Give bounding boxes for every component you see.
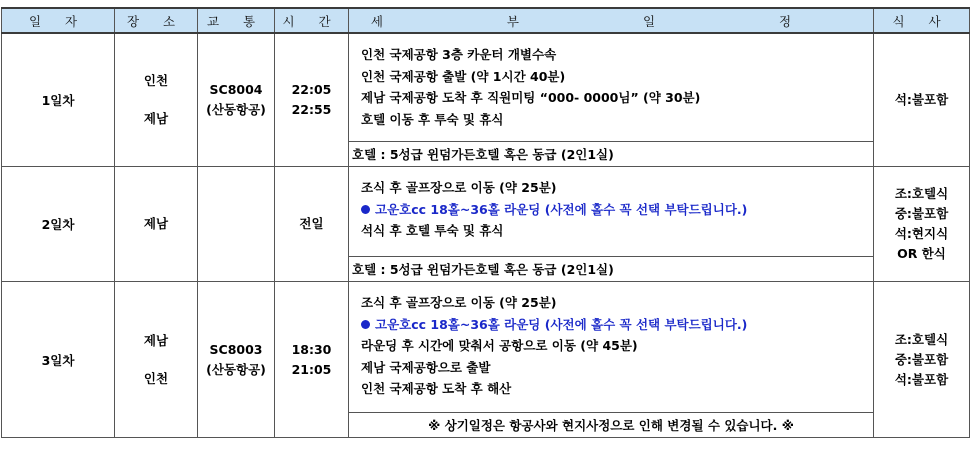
day1-meals	[874, 33, 970, 167]
day2-detail-3: 석식 후 호텔 투숙 및 휴식	[361, 223, 504, 238]
day3-meal-breakfast: 조:호텔식	[894, 331, 949, 347]
header-row	[2, 8, 970, 33]
header-details: 세 부 일 정	[349, 8, 874, 33]
day2-detail-2-text: 고운호cc 18홀~36홀 라운딩 (사전에 홀수 꼭 선택 부탁드립니다.)	[375, 201, 748, 217]
header-day: 일 자	[2, 8, 115, 33]
day3-label: 3일차	[2, 282, 115, 438]
day1-times	[275, 33, 349, 167]
day3-detail-1: 조식 후 골프장으로 이동 (약 25분)	[361, 295, 557, 310]
bullet-dot-icon	[361, 205, 370, 214]
day3-airline: (산동항공)	[206, 361, 266, 377]
day2-meals	[874, 167, 970, 282]
day1-meal-dinner: 석:불포함	[894, 92, 949, 107]
day1-flight: SC8004	[209, 82, 263, 97]
day3-place-from: 제남	[143, 332, 169, 348]
day1-places	[115, 33, 198, 167]
day1-row	[2, 33, 970, 142]
day2-hotel: 호텔 : 5성급 윈덤가든호텔 혹은 동급 (2인1실)	[349, 257, 874, 282]
day1-place-from: 인천	[143, 73, 169, 88]
header-meals: 식 사	[874, 8, 970, 33]
schedule-notice: ※ 상기일정은 항공사와 현지사정으로 인해 변경될 수 있습니다. ※	[349, 413, 874, 438]
day1-detail-2: 인천 국제공항 출발 (약 1시간 40분)	[361, 68, 566, 84]
day3-places	[115, 282, 198, 438]
day2-detail-1: 조식 후 골프장으로 이동 (약 25분)	[361, 180, 557, 195]
day2-row	[2, 167, 970, 257]
day1-depart-time: 22:05	[291, 82, 332, 97]
day1-detail-3: 제남 국제공항 도착 후 직원미팅 “000- 0000님” (약 30분)	[361, 90, 701, 105]
itinerary-table	[1, 7, 970, 438]
day2-meal-breakfast: 조:호텔식	[894, 186, 949, 201]
bullet-dot-icon	[361, 320, 370, 329]
day3-row	[2, 282, 970, 413]
day3-depart-time: 18:30	[291, 341, 332, 357]
day3-arrive-time: 21:05	[291, 361, 332, 377]
day3-meals	[874, 282, 970, 438]
day2-meal-dinner: 석:현지식	[894, 226, 949, 241]
day2-meal-lunch: 중:불포함	[894, 206, 949, 221]
day1-hotel: 호텔 : 5성급 윈덤가든호텔 혹은 동급 (2인1실)	[349, 142, 874, 167]
day3-detail-2	[361, 314, 873, 336]
day3-times	[275, 282, 349, 438]
header-transport: 교 통	[198, 8, 275, 33]
header-time: 시 간	[275, 8, 349, 33]
day3-details	[349, 282, 874, 413]
day2-time: 전일	[299, 216, 324, 231]
day2-transport	[198, 167, 275, 282]
day1-detail-4: 호텔 이동 후 투숙 및 휴식	[361, 111, 504, 127]
day1-airline: (산동항공)	[206, 102, 266, 117]
day1-label: 1일차	[2, 33, 115, 167]
day3-detail-3: 라운딩 후 시간에 맞춰서 공항으로 이동 (약 45분)	[361, 338, 638, 353]
day1-place-to: 제남	[143, 111, 169, 126]
day3-flight: SC8003	[209, 341, 263, 357]
day1-transport	[198, 33, 275, 167]
day3-meal-lunch: 중:불포함	[894, 351, 949, 367]
day2-meal-alt: OR 한식	[897, 246, 946, 261]
day3-detail-5: 인천 국제공항 도착 후 해산	[361, 381, 512, 396]
day3-place-to: 인천	[143, 370, 169, 386]
day2-place: 제남	[143, 216, 169, 231]
day1-details	[349, 33, 874, 142]
day3-detail-2-text: 고운호cc 18홀~36홀 라운딩 (사전에 홀수 꼭 선택 부탁드립니다.)	[375, 316, 748, 332]
day2-details	[349, 167, 874, 257]
day1-detail-1: 인천 국제공항 3층 카운터 개별수속	[361, 47, 557, 62]
day3-detail-4: 제남 국제공항으로 출발	[361, 359, 491, 375]
header-place: 장 소	[115, 8, 198, 33]
day2-places	[115, 167, 198, 282]
day3-meal-dinner: 석:불포함	[894, 371, 949, 387]
day2-times	[275, 167, 349, 282]
day2-label: 2일차	[2, 167, 115, 282]
day3-transport	[198, 282, 275, 438]
day2-detail-2	[361, 199, 873, 221]
day1-arrive-time: 22:55	[291, 102, 332, 117]
